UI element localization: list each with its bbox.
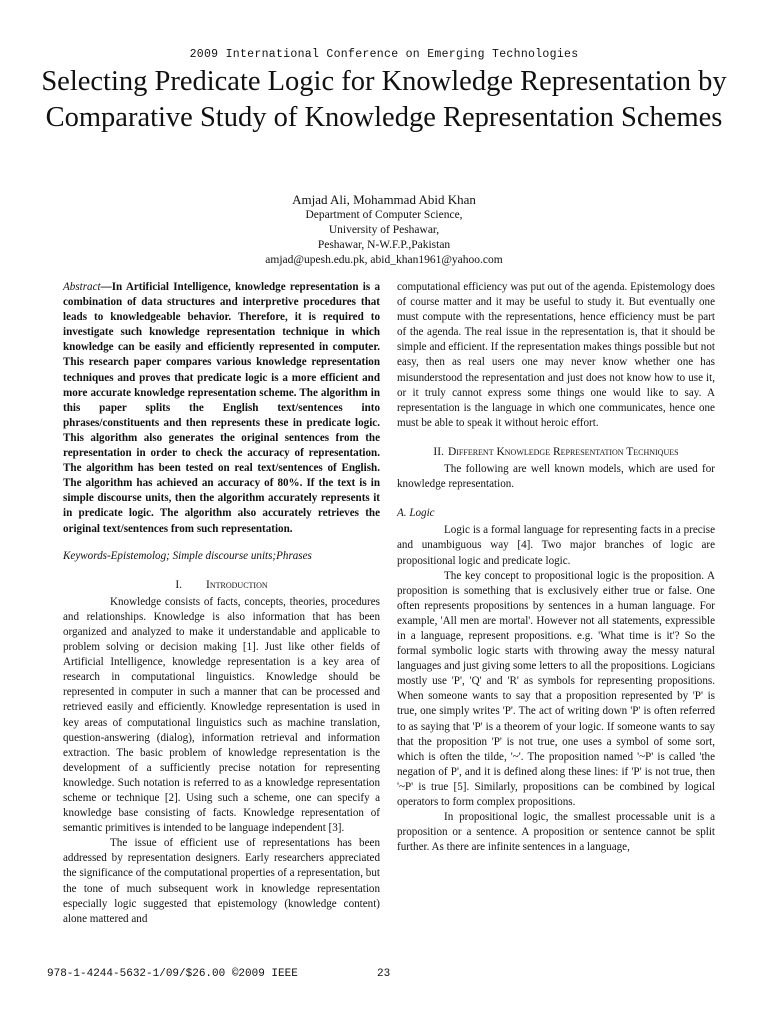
section-title: Introduction <box>206 578 268 591</box>
copyright-footer: 978-1-4244-5632-1/09/$26.00 ©2009 IEEE <box>47 968 298 980</box>
introduction-paragraph-1: Knowledge consists of facts, concepts, theories, procedures and relationships. Knowledge is also information that has been organized and analyzed to make it understandable and applicable to problem solving or decision making [1]. Just like other fields of Artificial Intelligence, knowledge representation is a key area of research in computational linguistics. Knowledge should be represented in computer in such a manner that can be processed and retrieved easily and efficiently. Knowledge representation is used in key areas of computational linguistics such as machine translation, question-answering (dialog), information retrieval and information extraction. The basic problem of knowledge representation is the development of a sufficiently precise notation for representing knowledge. Such notation is referred to as a knowledge representation scheme or technique [2]. Using such a scheme, one can specify a knowledge base consisting of facts. Knowledge representation of semantic primitives is intended to be language independent [3]. <box>63 595 380 835</box>
abstract <box>63 280 380 537</box>
left-column <box>63 280 380 927</box>
right-column <box>397 280 715 855</box>
page-number: 23 <box>377 968 391 980</box>
paper-title: Selecting Predicate Logic for Knowledge Representation by Comparative Study of Knowledge Representation Schemes <box>41 66 727 133</box>
section-title: Different Knowledge Representation Techniques <box>447 445 679 458</box>
logic-paragraph-3: In propositional logic, the smallest processable unit is a proposition or a sentence. A proposition or sentence cannot be split further. As there are infinite sentences in a language, <box>397 811 715 854</box>
section-number: II. <box>433 445 444 458</box>
logic-paragraph-2: The key concept to propositional logic is the proposition. A proposition is something that is exclusively either true or false. One often represents propositions by sentences in a human language. For example, 'All men are mortal'. However not all statements, expressible in a language, represent propositions. e.g. 'What time is it'? So the formal symbolic logic starts with throwing away the messy natural languages and just giving some letters to all the propositions. Logicians mostly use 'P', 'Q' and 'R' as symbols for representing propositions. When someone wants to say that a proposition represented by 'P' is true, one simply writes 'P'. The act of writing down 'P' is often referred to as saying that 'P' is a theorem of your logic. If someone wants to say that the proposition 'P' is not true, one uses a symbol of some sort, which is often the tilde, '~'. The proposition named '~P' is called 'the negation of P', and it is defined along these lines: if 'P' is not true, then '~P' is true [5]. Similarly, propositions can be combined by logical operators to form complex propositions. <box>397 569 715 808</box>
abstract-dash: — <box>100 281 112 293</box>
keywords: Keywords-Epistemolog; Simple discourse units;Phrases <box>63 549 312 562</box>
introduction-paragraph-2: The issue of efficient use of representations has been addressed by representation designers. Early researchers appreciated the significance of the computational properties of a representation, but the tone of much subsequent work in knowledge representation especially logic suggested that epistemology (knowledge content) alone mattered and <box>63 837 380 925</box>
section-number: I. <box>175 578 183 591</box>
abstract-text: In Artificial Intelligence, knowledge representation is a combination of data structures and interpretive procedures that leads to knowledgeable behavior. Therefore, it is required to investigate such knowledge representation technique in which knowledge can be easily and efficiently represented in computer. This research paper compares various knowledge representation techniques and proves that predicate logic is a more efficient and more accurate knowledge representation scheme. The algorithm in this paper splits the English text/sentences into phrases/constituents and then represents these in predicate logic. This algorithm also generates the original sentences from the representation in order to check the accuracy of representation. The algorithm has been tested on real text/sentences of English. The algorithm has achieved an accuracy of 80%. If the text is in simple discourse units, then the algorithm accurately represents it in predicate logic. The algorithm also accurately retrieves the original text/sentences from such representation. <box>63 281 380 535</box>
affiliation-department: Department of Computer Science, <box>305 209 463 221</box>
logic-paragraph-1: Logic is a formal language for representing facts in a precise and unambiguous way [4]. Two major branches of logic are propositional logic and predicate logic. <box>397 524 715 567</box>
affiliation-university: University of Peshawar, <box>328 224 440 236</box>
authors: Amjad Ali, Mohammad Abid Khan <box>292 192 476 207</box>
affiliation-email: amjad@upesh.edu.pk, abid_khan1961@yahoo.com <box>265 254 503 266</box>
affiliation-city: Peshawar, N-W.F.P.,Pakistan <box>317 239 451 251</box>
section-heading-techniques <box>397 445 715 460</box>
abstract-label: Abstract <box>63 281 101 293</box>
subsection-heading-logic: A. Logic <box>397 507 435 520</box>
conference-header: 2009 International Conference on Emerging Technologies <box>189 48 579 61</box>
introduction-paragraph-3: computational efficiency was put out of the agenda. Epistemology does of course matter and it may be useful to study it. But eventually one must compute with the representations, hence efficiency must be part of the agenda. The real issue in the representation is, that it should be simple and efficient. If the representation makes things possible but not easy, then as real users one may never know whether one has misunderstood the representation and just does not know how to use it, or it truly cannot express some things one would like to say. A representation is the language in which one communicates, hence one must be able to speak it without heroic effort. <box>397 281 715 429</box>
section-heading-introduction <box>63 578 380 593</box>
techniques-paragraph-1: The following are well known models, which are used for knowledge representation. <box>397 463 715 491</box>
affiliation <box>0 208 768 268</box>
